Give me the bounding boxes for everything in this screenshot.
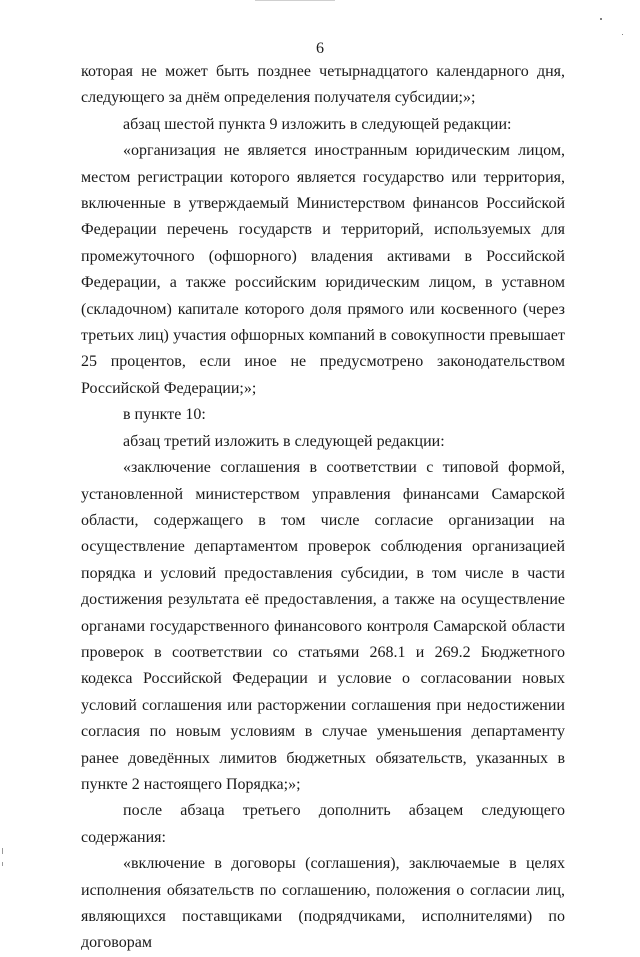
paragraph-continuation: которая не может быть позднее четырнадцатого календарного дня, следующего за днём определения получателя субсидии;»; (81, 63, 565, 107)
paragraph-instruction: абзац третий изложить в следующей редакции: (123, 432, 445, 450)
scan-edge-mark (2, 848, 3, 854)
paragraph-quoted-text: «заключение соглашения в соответствии с типовой формой, установленной министерством управления финансами Самарской области, содержащего в том числе согласие организации на осуществление департаментом проверок соблюдения организацией порядка и условий предоставления субсидии, в том числе в части достижения результата её предоставления, а также на осуществление органами государственного финансового контроля Самарской области проверок в соответствии со статьями 268.1 и 269.2 Бюджетного кодекса Российской Федерации и условие о согласовании новых условий соглашения или расторжении соглашения при недостижении согласия по новым условиям в случае уменьшения департаменту ранее доведённых лимитов бюджетных обязательств, указанных в пункте 2 настоящего Порядка;»; (81, 459, 565, 793)
scan-edge-mark (2, 862, 3, 866)
paragraph-instruction: после абзаца третьего дополнить абзацем следующего содержания: (81, 802, 565, 846)
document-body (81, 59, 565, 957)
scan-speck (622, 34, 623, 35)
paragraph-instruction: абзац шестой пункта 9 изложить в следующей редакции: (123, 115, 512, 133)
paragraph-instruction: в пункте 10: (123, 406, 206, 424)
paragraph-quoted-text: «включение в договоры (соглашения), заключаемые в целях исполнения обязательств по соглашению, положения о согласии лиц, являющихся поставщиками (подрядчиками, исполнителями) по договорам (81, 855, 565, 952)
scan-speck (600, 18, 602, 20)
page-number: 6 (316, 40, 324, 57)
paragraph-quoted-text: «организация не является иностранным юридическим лицом, местом регистрации которого является государство или территория, включенные в утверждаемый Министерством финансов Российской Федерации перечень государств и территорий, используемых для промежуточного (офшорного) владения активами в Российской Федерации, а также российским юридическим лицом, в уставном (складочном) капитале которого доля прямого или косвенного (через третьих лиц) участия офшорных компаний в совокупности превышает 25 процентов, если иное не предусмотрено законодательством Российской Федерации;»; (81, 142, 565, 397)
scan-artifact (255, 0, 335, 1)
